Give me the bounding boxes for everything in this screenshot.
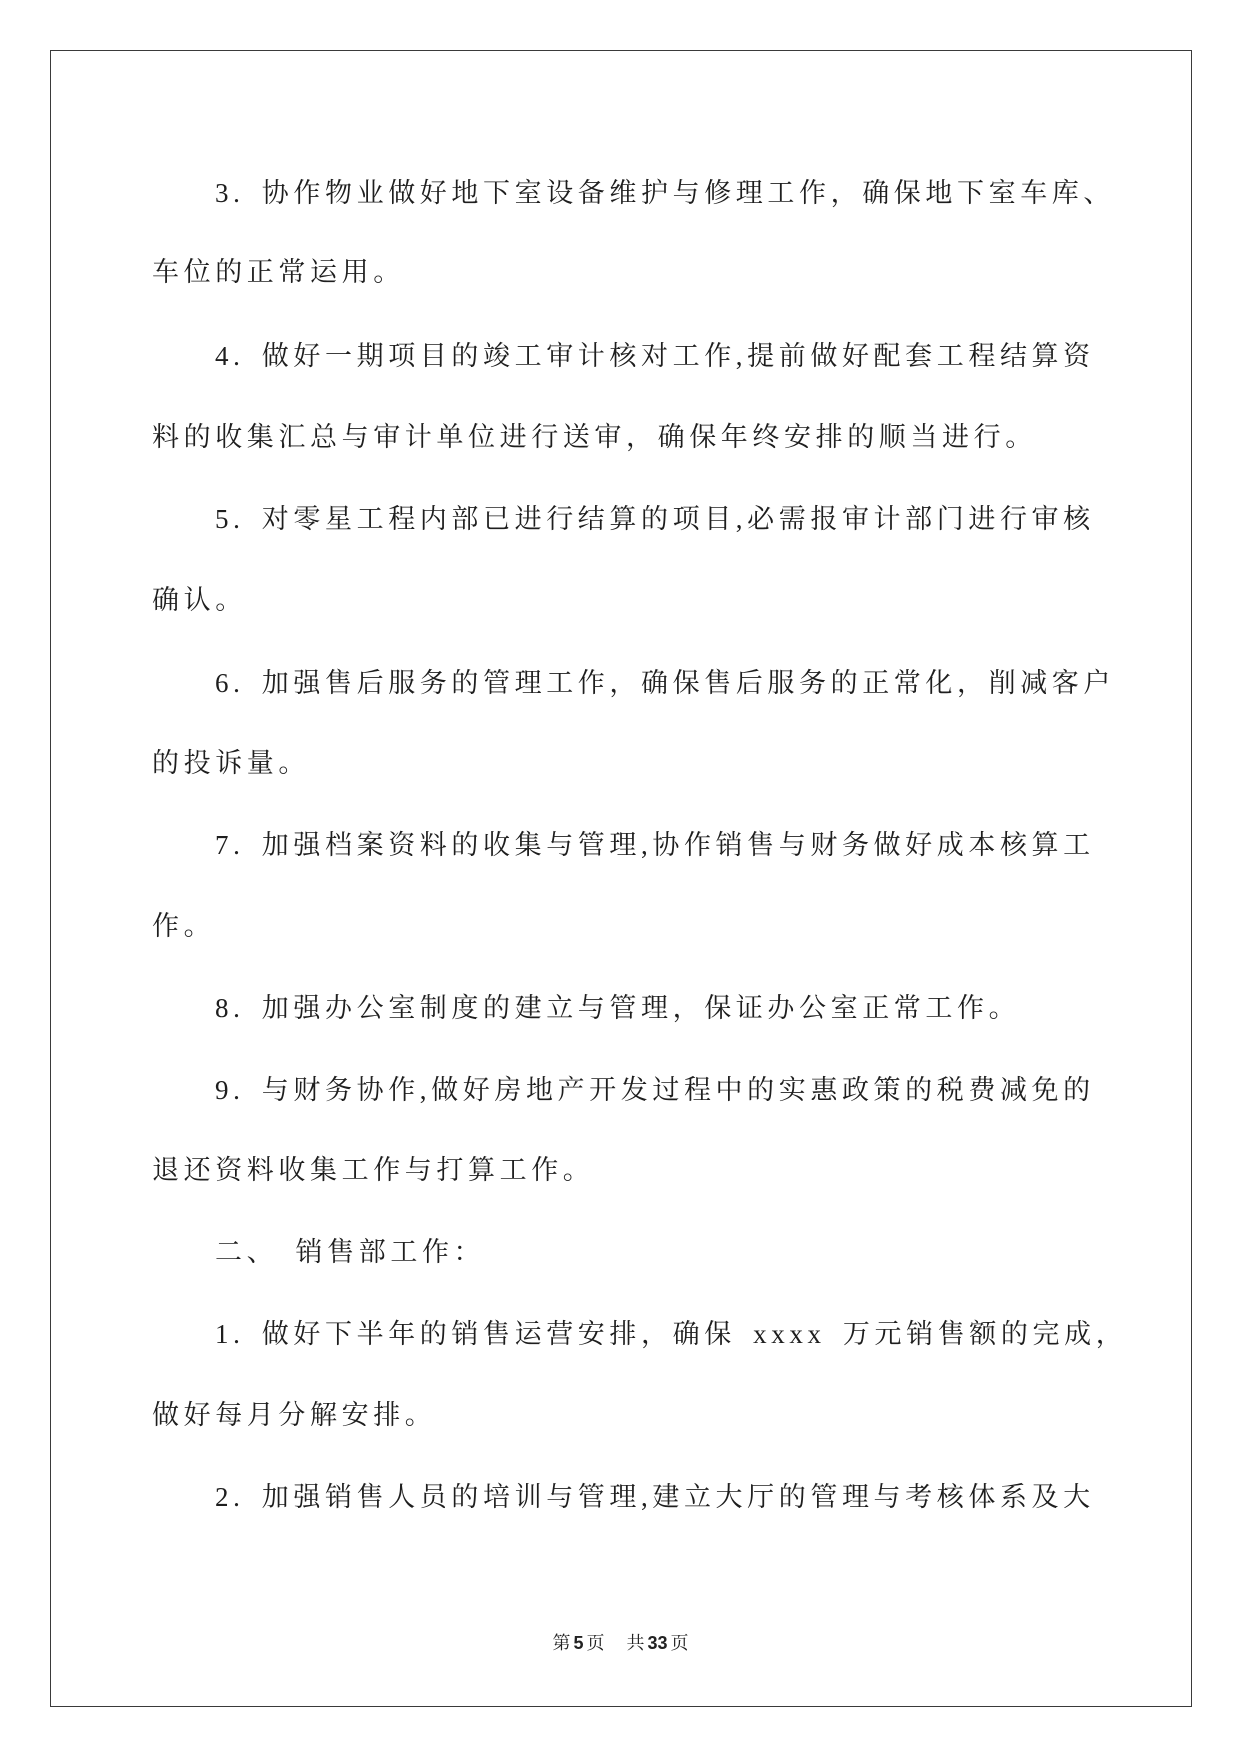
total-prefix: 共 — [626, 1633, 645, 1653]
paragraph-line: 3. 协作物业做好地下室设备维护与修理工作，确保地下室车库、 — [215, 178, 1115, 208]
paragraph-line: 车位的正常运用。 — [152, 257, 405, 287]
paragraph-line: 确认。 — [152, 585, 247, 615]
total-suffix: 页 — [670, 1633, 689, 1653]
paragraph-line: 9. 与财务协作,做好房地产开发过程中的实惠政策的税费减免的 — [215, 1075, 1095, 1105]
paragraph-line: 退还资料收集工作与打算工作。 — [152, 1155, 595, 1185]
page-footer — [0, 1631, 1241, 1655]
paragraph-line: 6. 加强售后服务的管理工作，确保售后服务的正常化，削减客户 — [215, 668, 1115, 698]
paragraph-line: 4. 做好一期项目的竣工审计核对工作,提前做好配套工程结算资 — [215, 341, 1095, 371]
paragraph-line: 5. 对零星工程内部已进行结算的项目,必需报审计部门进行审核 — [215, 504, 1095, 534]
paragraph-line: 2. 加强销售人员的培训与管理,建立大厅的管理与考核体系及大 — [215, 1482, 1095, 1512]
paragraph-line: 的投诉量。 — [152, 748, 310, 778]
paragraph-line: 作。 — [152, 911, 216, 941]
total-pages: 33 — [647, 1633, 668, 1653]
paragraph-line: 料的收集汇总与审计单位进行送审，确保年终安排的顺当进行。 — [152, 422, 1037, 452]
page-number: 5 — [573, 1633, 584, 1653]
section-heading: 二、 销售部工作： — [215, 1237, 486, 1267]
paragraph-line: 8. 加强办公室制度的建立与管理，保证办公室正常工作。 — [215, 993, 1021, 1023]
paragraph-line: 做好每月分解安排。 — [152, 1400, 437, 1430]
paragraph-line: 1. 做好下半年的销售运营安排，确保 xxxx 万元销售额的完成， — [215, 1319, 1128, 1349]
page-prefix: 第 — [552, 1633, 571, 1653]
paragraph-line: 7. 加强档案资料的收集与管理,协作销售与财务做好成本核算工 — [215, 830, 1095, 860]
page-border — [50, 50, 1192, 1707]
page-suffix: 页 — [586, 1633, 605, 1653]
